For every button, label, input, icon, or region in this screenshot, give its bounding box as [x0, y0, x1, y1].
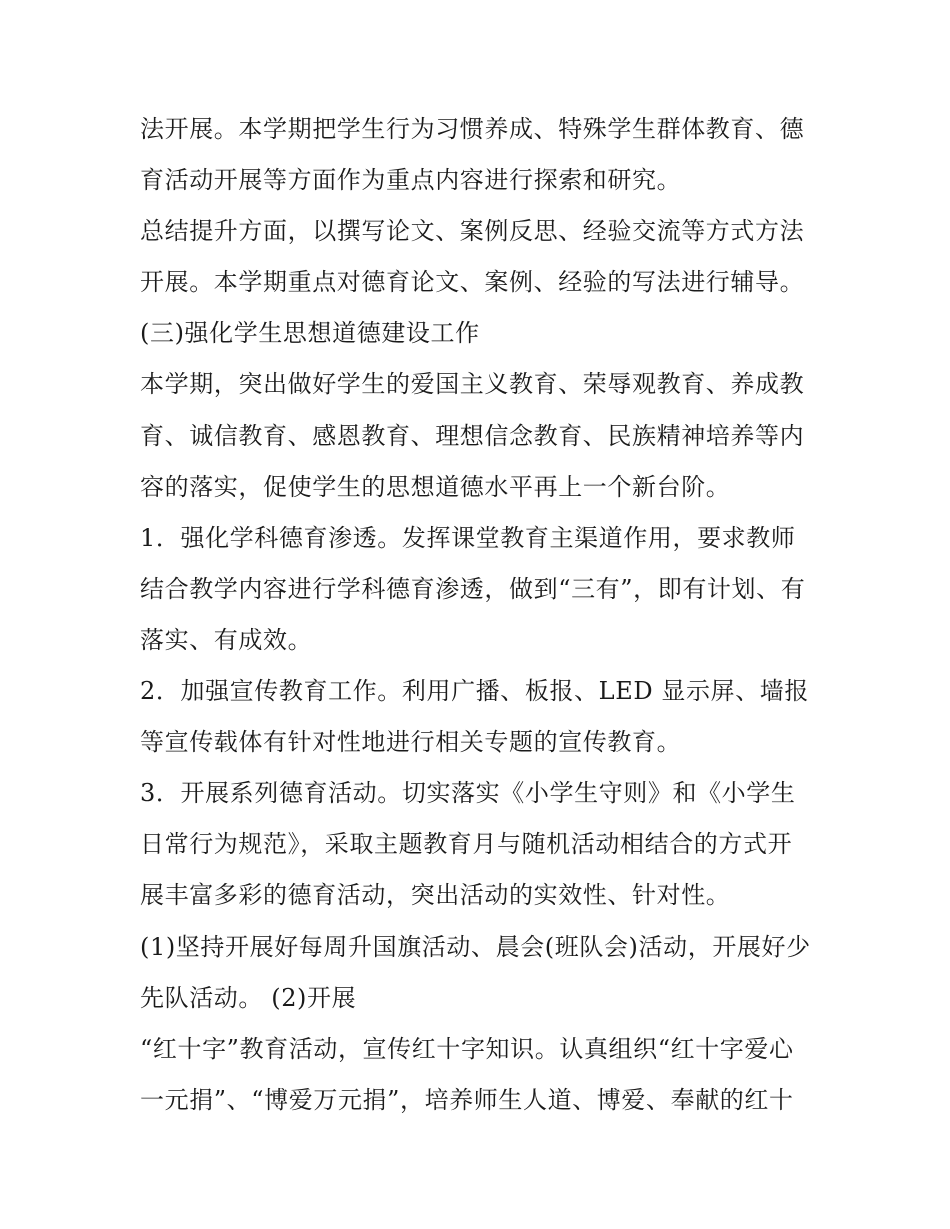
- text-line: 一元捐”、“博爱万元捐”，培养师生人道、博爱、奉献的红十: [140, 1085, 794, 1114]
- text-line: 本学期，突出做好学生的爱国主义教育、荣辱观教育、养成教: [140, 370, 805, 399]
- section-heading: (三)强化学生思想道德建设工作: [140, 319, 480, 348]
- text-line: “红十字”教育活动，宣传红十字知识。认真组织“红十字爱心: [140, 1034, 794, 1063]
- text-line: 法开展。本学期把学生行为习惯养成、特殊学生群体教育、德: [140, 115, 805, 143]
- text-line: 育、诚信教育、感恩教育、理想信念教育、民族精神培养等内: [140, 421, 805, 450]
- text-line: 开展。本学期重点对德育论文、案例、经验的写法进行辅导。: [140, 268, 805, 297]
- text-line: 育活动开展等方面作为重点内容进行探索和研究。: [140, 166, 682, 195]
- text-line: 先队活动。 (2)开展: [140, 983, 357, 1012]
- text-line: 落实、有成效。: [140, 625, 313, 654]
- list-item-2: 2．加强宣传教育工作。利用广播、板报、LED 显示屏、墙报: [140, 677, 809, 706]
- text-line: 容的落实，促使学生的思想道德水平再上一个新台阶。: [140, 472, 731, 501]
- list-item-1: 1．强化学科德育渗透。发挥课堂教育主渠道作用，要求教师: [140, 523, 796, 552]
- text-line: 总结提升方面，以撰写论文、案例反思、经验交流等方式方法: [140, 217, 805, 246]
- text-line: 日常行为规范》，采取主题教育月与随机活动相结合的方式开: [140, 830, 793, 859]
- text-line: 等宣传载体有针对性地进行相关专题的宣传教育。: [140, 728, 682, 757]
- text-line: 结合教学内容进行学科德育渗透，做到“三有”，即有计划、有: [140, 574, 806, 603]
- list-item-3: 3．开展系列德育活动。切实落实《小学生守则》和《小学生: [140, 779, 796, 808]
- text-line: 展丰富多彩的德育活动，突出活动的实效性、针对性。: [140, 881, 731, 910]
- document-page: [140, 104, 820, 1126]
- sub-item-1: (1)坚持开展好每周升国旗活动、晨会(班队会)活动，开展好少: [140, 932, 811, 961]
